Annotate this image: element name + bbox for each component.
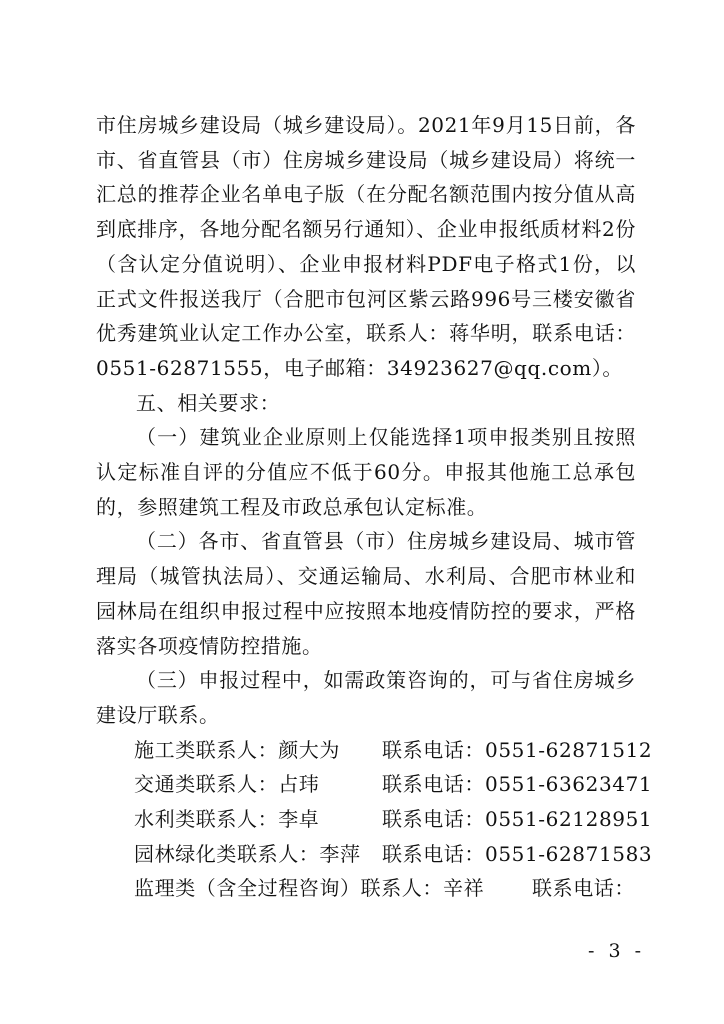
- contact-row: [96, 802, 653, 837]
- section-heading-requirements: 五、相关要求：: [136, 390, 281, 415]
- contact-name: 施工类联系人：颜大为: [134, 737, 340, 762]
- document-body: [96, 108, 653, 906]
- contact-list: [96, 733, 653, 906]
- paragraph-requirement-1: （一）建筑业企业原则上仅能选择1项申报类别且按照认定标准自评的分值应不低于60分。申报其他施工总承包的，参照建筑工程及市政总承包认定标准。: [96, 425, 636, 519]
- contact-row: [96, 871, 636, 906]
- contact-row: [96, 767, 653, 802]
- page-number: - 3 -: [588, 940, 646, 962]
- contact-row: [96, 837, 653, 872]
- paragraph-submission: 市住房城乡建设局（城乡建设局）。2021年9月15日前，各市、省直管县（市）住房城乡建设局（城乡建设局）将统一汇总的推荐企业名单电子版（在分配名额范围内按分值从高到底排序，各地分配名额另行通知）、企业申报纸质材料2份（含认定分值说明）、企业申报材料PDF电子格式1份，以正式文件报送我厅（合肥市包河区紫云路996号三楼安徽省优秀建筑业认定工作办公室，联系人：蒋华明，联系电话：0551-62871555，电子邮箱：34923627@qq.com）。: [96, 113, 636, 380]
- contact-phone: 联系电话：0551-62128951: [382, 807, 653, 832]
- contact-name: 园林绿化类联系人：李萍: [134, 841, 361, 866]
- contact-name: 监理类（含全过程咨询）联系人：辛祥: [134, 876, 485, 901]
- contact-phone: 联系电话：0551-63623471: [382, 772, 653, 797]
- contact-name: 水利类联系人：李卓: [134, 807, 320, 832]
- contact-name: 交通类联系人：占玮: [134, 772, 320, 797]
- contact-phone: 联系电话：: [532, 876, 635, 901]
- contact-row: [96, 733, 653, 768]
- paragraph-requirement-3: （三）申报过程中，如需政策咨询的，可与省住房城乡建设厅联系。: [96, 668, 636, 727]
- contact-phone: 联系电话：0551-62871512: [382, 737, 653, 762]
- contact-phone: 联系电话：0551-62871583: [382, 841, 653, 866]
- paragraph-requirement-2: （二）各市、省直管县（市）住房城乡建设局、城市管理局（城管执法局）、交通运输局、水利局、合肥市林业和园林局在组织申报过程中应按照本地疫情防控的要求，严格落实各项疫情防控措施。: [96, 529, 636, 658]
